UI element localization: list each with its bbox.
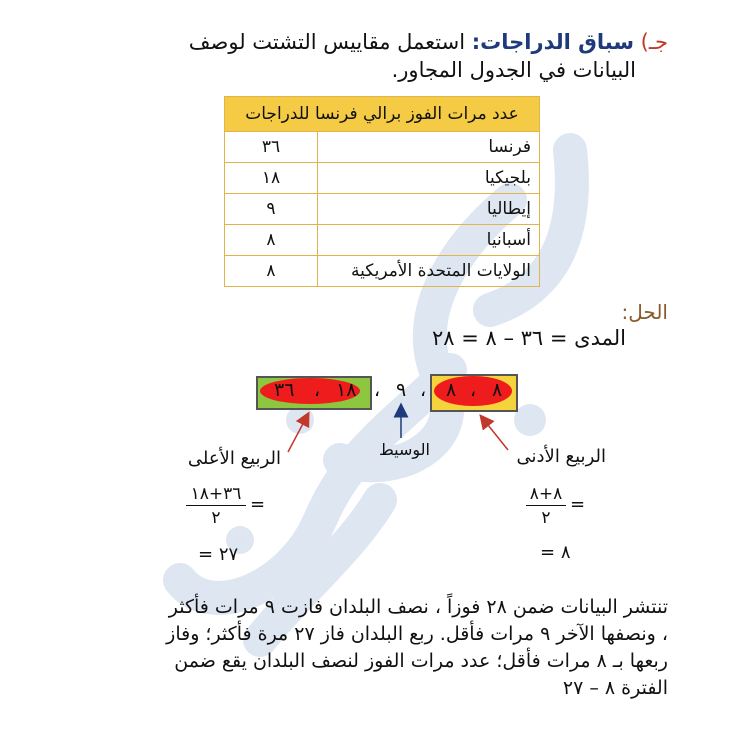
lower-result: ٨ = [540,542,571,563]
value-8-a: ٨ [446,379,457,401]
value-cell: ٣٦ [225,132,318,163]
question-label: جـ) [640,30,668,54]
value-36: ٣٦ [274,379,295,401]
table-header: عدد مرات الفوز برالي فرنسا للدراجات [225,97,540,132]
value-cell: ١٨ [225,163,318,194]
median-label: الوسيط [378,440,430,459]
conclusion-line-4: الفترة ٨ – ٢٧ [562,677,668,699]
lower-fraction [526,484,566,528]
question-text-2: البيانات في الجدول المجاور. [391,58,636,82]
conclusion-line-2: ، ونصفها الآخر ٩ مرات فأقل. ربع البلدان فاز ٢٧ مرة فأكثر؛ وفاز [166,623,668,645]
conclusion-paragraph [64,594,668,702]
separator: ، [314,379,321,401]
range-formula: المدى = ٣٦ – ٨ = ٢٨ [432,326,626,350]
upper-quartile-arrow [288,418,306,452]
value-18: ١٨ [336,379,357,401]
lower-numerator: ٨+٨ [526,484,566,506]
question-text-1: استعمل مقاييس التشتت لوصف [188,30,466,54]
conclusion-line-1: تنتشر البيانات ضمن ٢٨ فوزاً ، نصف البلدان فازت ٩ مرات فأكثر [168,596,668,618]
upper-fraction [186,484,246,528]
country-cell: أسبانيا [318,225,540,256]
upper-denominator: ٢ [211,508,221,528]
separator: ، [374,379,381,401]
lower-denominator: ٢ [541,508,551,528]
question-title: سباق الدراجات: [471,30,634,54]
value-8-b: ٨ [492,379,503,401]
upper-result: ٢٧ = [198,544,239,565]
country-cell: بلجيكيا [318,163,540,194]
lower-quartile-arrow [484,420,508,450]
equals-sign: = [250,494,266,515]
lower-quartile-label: الربيع الأدنى [516,446,606,467]
value-cell: ٨ [225,225,318,256]
solution-label: الحل: [621,300,668,324]
country-cell: فرنسا [318,132,540,163]
country-cell: الولايات المتحدة الأمريكية [318,256,540,287]
equals-sign: = [570,494,586,515]
median-value: ٩ [396,379,407,401]
separator: ، [420,379,427,401]
country-cell: إيطاليا [318,194,540,225]
separator: ، [470,379,477,401]
value-cell: ٨ [225,256,318,287]
upper-quartile-label: الربيع الأعلى [187,448,281,469]
conclusion-line-3: ربعها بـ ٨ مرات فأقل؛ عدد مرات الفوز لنصف البلدان يقع ضمن [174,650,668,672]
value-cell: ٩ [225,194,318,225]
upper-numerator: ٣٦+١٨ [186,484,246,506]
